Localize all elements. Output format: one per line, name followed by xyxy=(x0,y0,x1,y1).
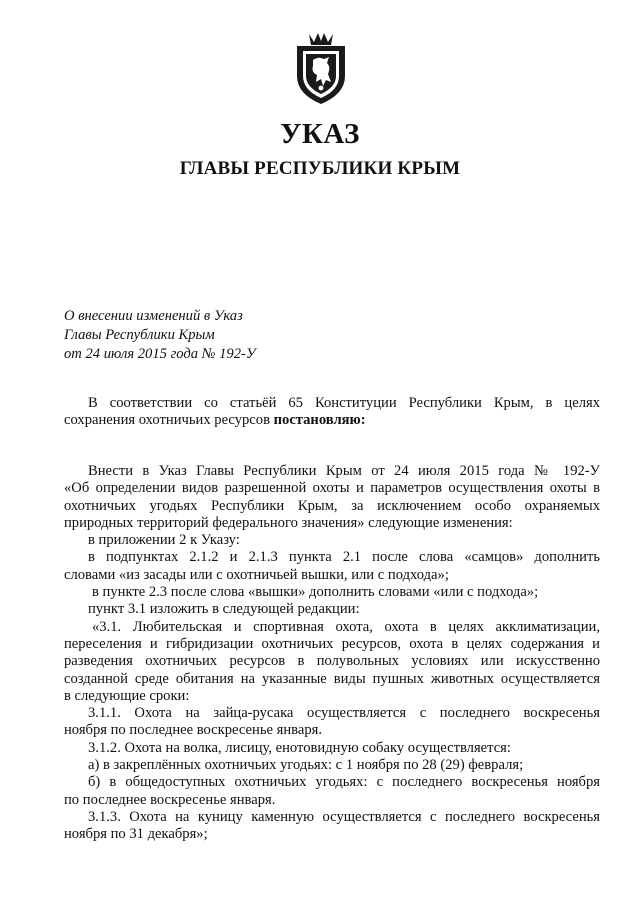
body-line: 3.1.1. Охота на зайца-русака осуществляется с последнего воскресенья xyxy=(88,705,600,722)
body-line: пункт 3.1 изложить в следующей редакции: xyxy=(88,601,360,618)
body-line: 3.1.3. Охота на куницу каменную осуществляется с последнего воскресенья xyxy=(88,808,600,825)
subject-line: от 24 июля 2015 года № 192-У xyxy=(64,346,256,362)
body-line: созданной среде обитания на указанные виды пушных животных осуществляется xyxy=(64,670,600,687)
subject-line: О внесении изменений в Указ xyxy=(64,308,243,324)
decree-body xyxy=(64,463,600,844)
document-title: УКАЗ xyxy=(280,118,360,150)
body-line: ноября по последнее воскресенье января. xyxy=(64,722,322,739)
body-line: «3.1. Любительская и спортивная охота, охота в целях акклиматизации, xyxy=(92,618,600,635)
body-line: словами «из засады или с охотничьей вышки, или с подхода»; xyxy=(64,566,449,583)
preamble xyxy=(64,395,600,430)
body-line: 3.1.2. Охота на волка, лисицу, енотовидную собаку осуществляется: xyxy=(88,739,511,756)
body-line: Внести в Указ Главы Республики Крым от 24 июля 2015 года № 192-У xyxy=(88,463,600,479)
body-line: природных территорий федерального значения» следующие изменения: xyxy=(64,514,513,531)
body-line: б) в общедоступных охотничьих угодьях: с последнего воскресенья ноября xyxy=(88,774,600,791)
body-line: охотничьих угодьях Республики Крым, за исключением особо охраняемых xyxy=(64,497,600,514)
document-subtitle: ГЛАВЫ РЕСПУБЛИКИ КРЫМ xyxy=(179,158,461,179)
body-line: в приложении 2 к Указу: xyxy=(88,532,240,549)
body-line: в пункте 2.3 после слова «вышки» дополнить словами «или с подхода»; xyxy=(92,584,539,601)
subject-line: Главы Республики Крым xyxy=(64,327,215,343)
body-line: по последнее воскресенье января. xyxy=(64,791,276,808)
preamble-keyword: постановляю: xyxy=(273,412,366,429)
preamble-line: В соответствии со статьёй 65 Конституции Республики Крым, в целях xyxy=(88,395,600,411)
body-line: разведения охотничьих ресурсов в полувольных условиях или искусственно xyxy=(64,653,600,670)
body-line: переселения и гибридизации охотничьих ресурсов, охота в целях содержания и xyxy=(64,635,600,652)
body-line: ноября по 31 декабря»; xyxy=(64,826,208,843)
preamble-text: сохранения охотничьих ресурсов xyxy=(64,412,274,429)
crimea-coat-of-arms-icon xyxy=(293,30,349,106)
preamble-line xyxy=(64,412,600,429)
body-line: а) в закреплённых охотничьих угодьях: с 1 ноября по 28 (29) февраля; xyxy=(88,757,524,774)
decree-subject xyxy=(64,307,256,364)
body-line: «Об определении видов разрешенной охоты и параметров осуществления охоты в xyxy=(64,480,600,497)
body-line: в подпунктах 2.1.2 и 2.1.3 пункта 2.1 после слова «самцов» дополнить xyxy=(88,549,600,566)
body-line: в следующие сроки: xyxy=(64,687,190,704)
